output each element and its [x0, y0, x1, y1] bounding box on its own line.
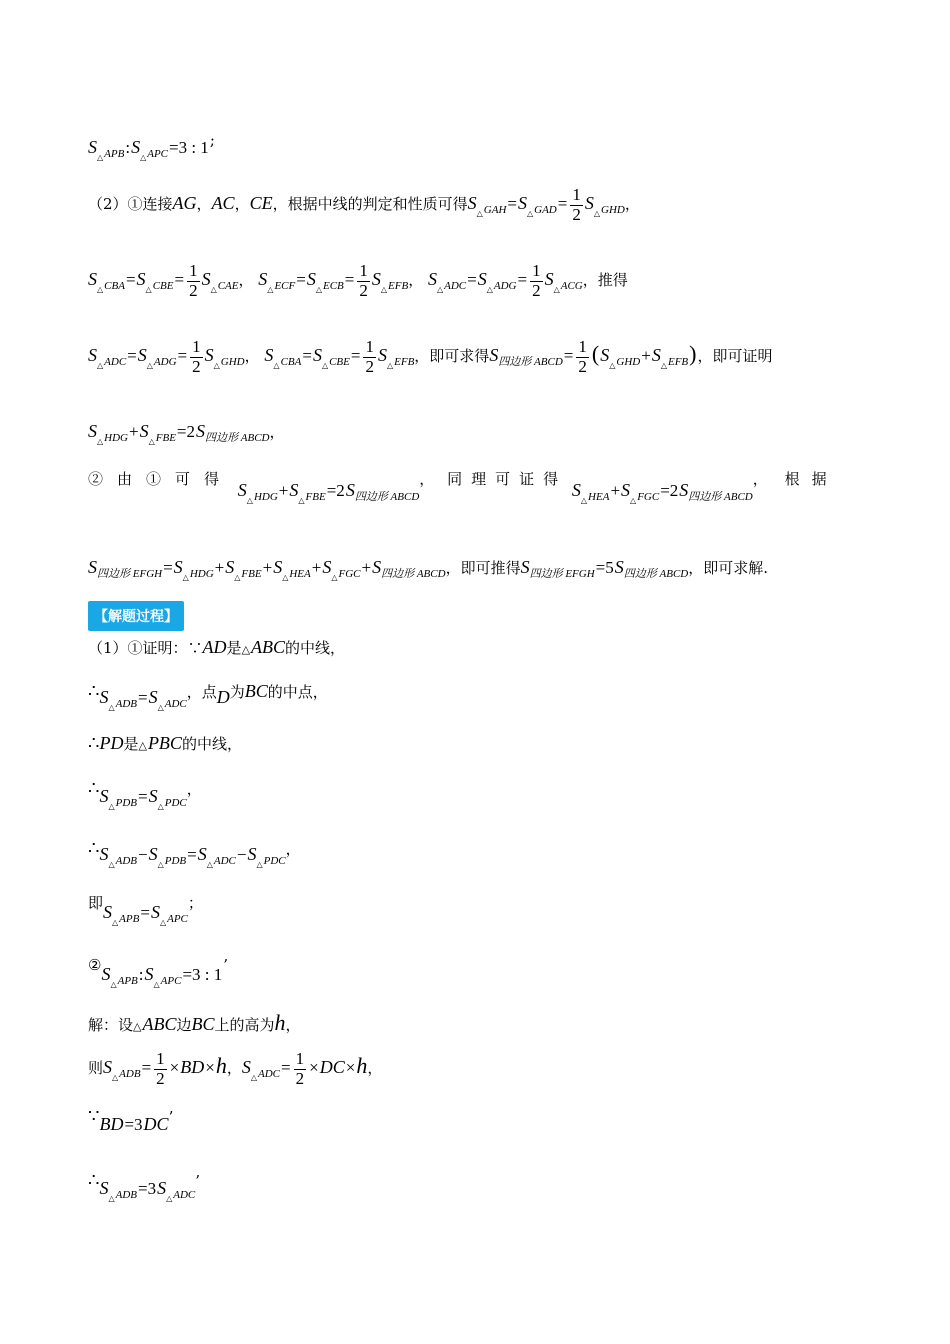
solution-line-3: $S_{_\triangle CBA}=S_{_\triangle CBE}=$ $\frac{1}{2}$ $S_{_\triangle CAE}$， $S_{_\triangle ECF}=S_{_\triangle ECB}=$ $\frac{1}{2}$ $S_{_\triangle EFB}$， $S_{_\triangle ADC}=S_{_\triangle ADG}=$ $\frac{1}{2}$ $S_{_\triangle ACG}$，推得: [88, 261, 628, 300]
proof-line-4: $\therefore S_{_\triangle PDB}=S_{_\triangle PDC}$，: [88, 778, 202, 811]
proof-line-3: ∴PD是△PBC的中线，: [88, 733, 242, 754]
proof-line-10: ∵BD=3DC’: [88, 1106, 174, 1134]
solution-line-6: ②由①可得 $S_{_\triangle HDG}+S_{_\triangle FBE}=2S_{四边形 ABCD}$， 同理可证得 $S_{_\triangle HEA}+S_{_\triangle FGC}=2S_{四边形 ABCD}$， 根据: [88, 470, 839, 505]
solution-process-badge: 【解题过程】: [88, 601, 184, 631]
solution-line-1: $S_{_\triangle APB}:S_{_\triangle APC}=3$ : 1;: [88, 131, 215, 162]
proof-line-5: $\therefore S_{_\triangle ADB}-S_{_\triangle PDB}=S_{_\triangle ADC}-S_{_\triangle PDC}$，: [88, 838, 301, 869]
proof-line-6: 即$S_{_\triangle APB}=S_{_\triangle APC}$；: [88, 894, 203, 927]
proof-line-1: （1）①证明：∵AD是△ABC的中线，: [88, 637, 346, 657]
solution-line-7: $S_{四边形 EFGH}=S_{_\triangle HDG}+S_{_\triangle FBE}+S_{_\triangle HEA}+S_{_\triangle FGC}+S_{四边形 ABCD}$，即可推得$S_{四边形 EFGH}=5S_{四边形 ABCD}$，即可求解.: [88, 557, 769, 582]
solution-line-5: $S_{_\triangle HDG}+S_{_\triangle FBE}=2S_{四边形 ABCD}$，: [88, 421, 285, 446]
proof-line-2: $\therefore S_{_\triangle ADB}=S_{_\triangle ADC}$，点D为BC的中点，: [88, 681, 328, 712]
proof-line-8: 解：设△ABC边BC上的高为h，: [88, 1010, 301, 1035]
proof-line-7: $②S_{_\triangle APB}:S_{_\triangle APC}=3$ : 1’: [88, 956, 229, 989]
proof-line-11: $\therefore S_{_\triangle ADB}=3S_{_\triangle ADC}$’: [88, 1170, 201, 1203]
proof-line-9: 则$S_{_\triangle ADB}=$ $\frac{1}{2}$ ×BD×h，$S_{_\triangle ADC}=$ $\frac{1}{2}$ ×DC×h，: [88, 1049, 383, 1088]
solution-line-2: （2）①连接AG，AC，CE，根据中线的判定和性质可得$S_{_\triangle GAH}=S_{_\triangle GAD}=$ $\frac{1}{2}$ $S_{_\triangle GHD}$，: [88, 185, 640, 224]
solution-line-4: $S_{_\triangle ADC}=S_{_\triangle ADG}=$ $\frac{1}{2}$ $S_{_\triangle GHD}$， $S_{_\triangle CBA}=S_{_\triangle CBE}=$ $\frac{1}{2}$ $S_{_\triangle EFB}$，即可求得$S_{四边形 ABCD}=$ $\frac{1}{2}$ $(S_{_\triangle GHD}+S_{_\triangle EFB})$，即可证明: [88, 337, 773, 376]
